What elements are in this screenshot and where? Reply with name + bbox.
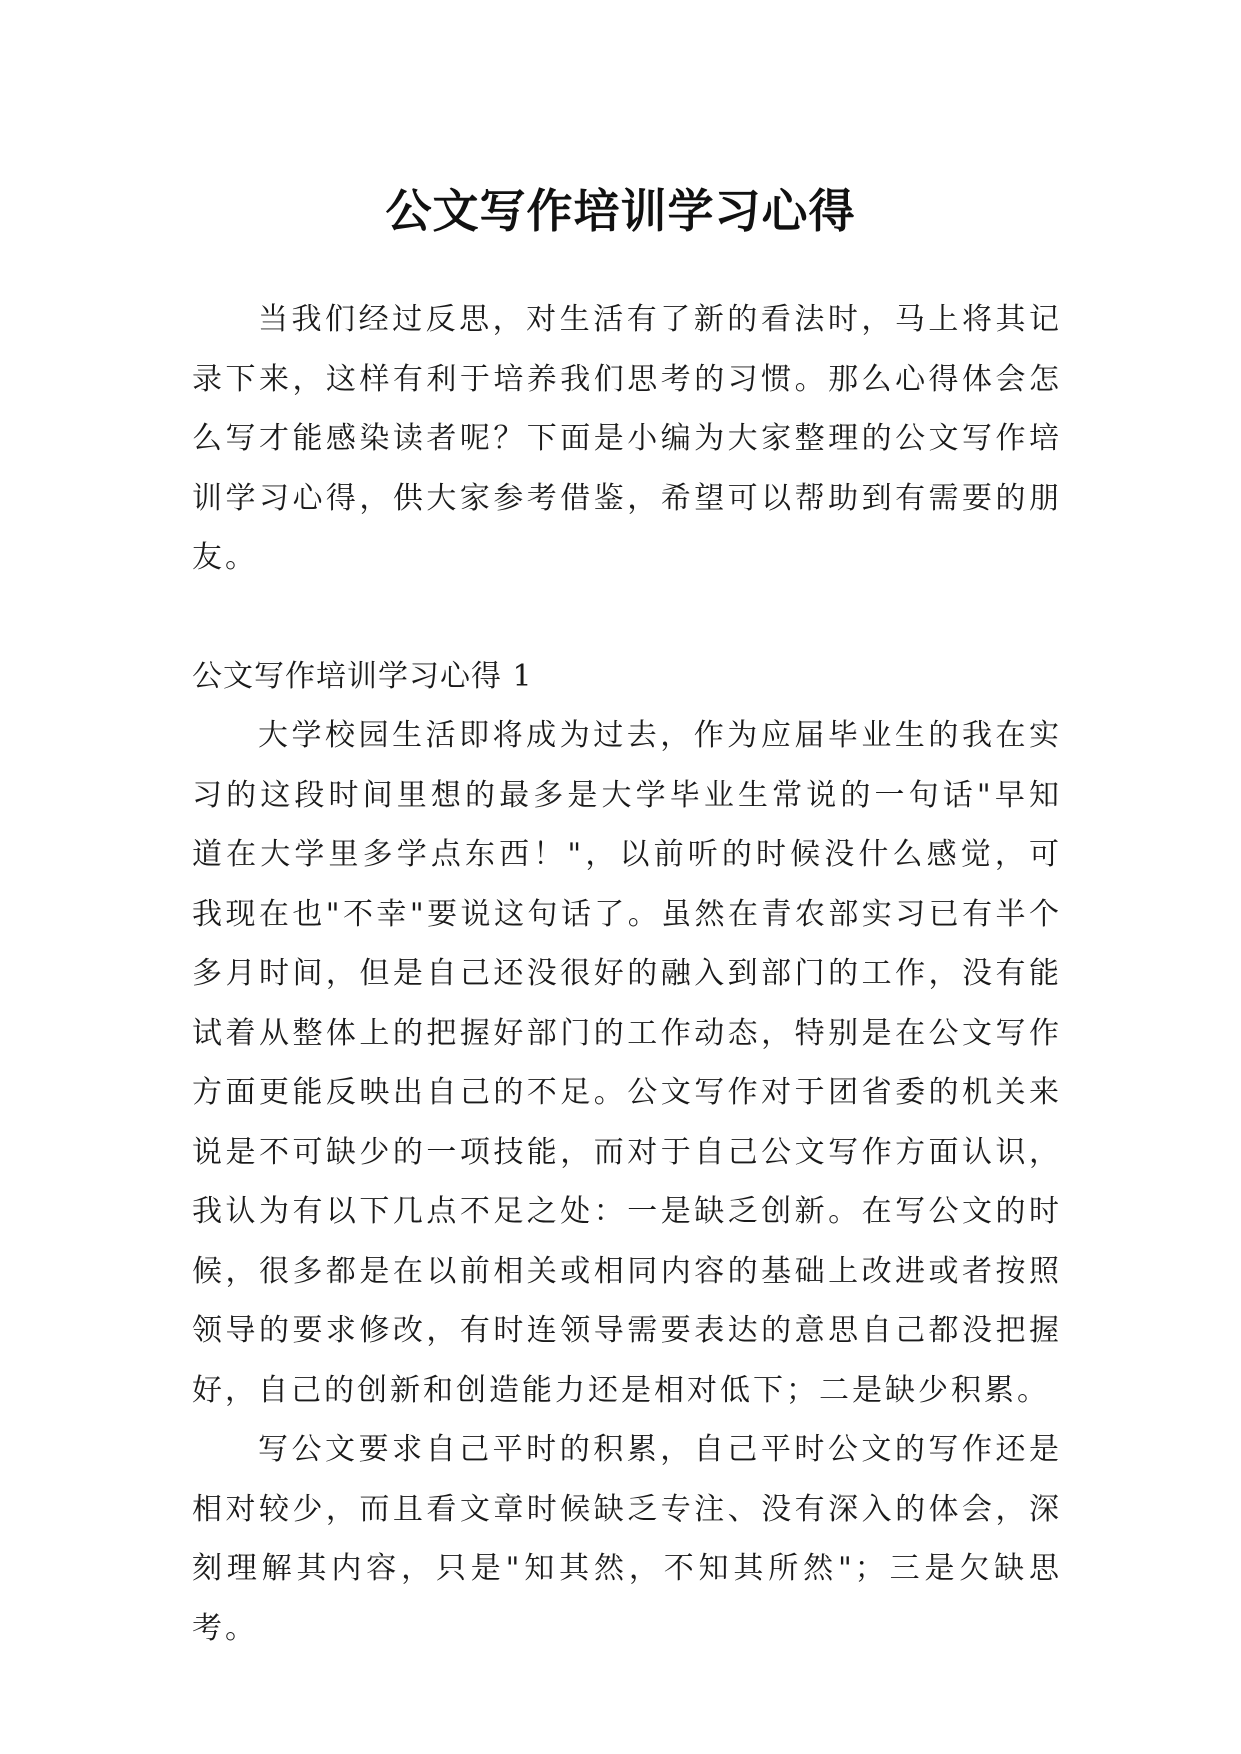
document-title: 公文写作培训学习心得: [385, 183, 856, 238]
document-body: [192, 290, 1062, 1658]
section-heading: 公文写作培训学习心得 1: [192, 658, 533, 694]
section-paragraph: 写公文要求自己平时的积累，自己平时公文的写作还是相对较少，而且看文章时候缺乏专注、没有深入的体会，深刻理解其内容，只是"知其然，不知其所然"；三是欠缺思考。: [192, 1432, 1062, 1646]
section-paragraph: 大学校园生活即将成为过去，作为应届毕业生的我在实习的这段时间里想的最多是大学毕业生常说的一句话"早知道在大学里多学点东西！"，以前听的时候没什么感觉，可我现在也"不幸"要说这句话了。虽然在青农部实习已有半个多月时间，但是自己还没很好的融入到部门的工作，没有能试着从整体上的把握好部门的工作动态，特别是在公文写作方面更能反映出自己的不足。公文写作对于团省委的机关来说是不可缺少的一项技能，而对于自己公文写作方面认识，我认为有以下几点不足之处：一是缺乏创新。在写公文的时候，很多都是在以前相关或相同内容的基础上改进或者按照领导的要求修改，有时连领导需要表达的意思自己都没把握好，自己的创新和创造能力还是相对低下；二是缺少积累。: [192, 718, 1062, 1408]
intro-paragraph: 当我们经过反思，对生活有了新的看法时，马上将其记录下来，这样有利于培养我们思考的习惯。那么心得体会怎么写才能感染读者呢？下面是小编为大家整理的公文写作培训学习心得，供大家参考借鉴，希望可以帮助到有需要的朋友。: [192, 302, 1062, 575]
